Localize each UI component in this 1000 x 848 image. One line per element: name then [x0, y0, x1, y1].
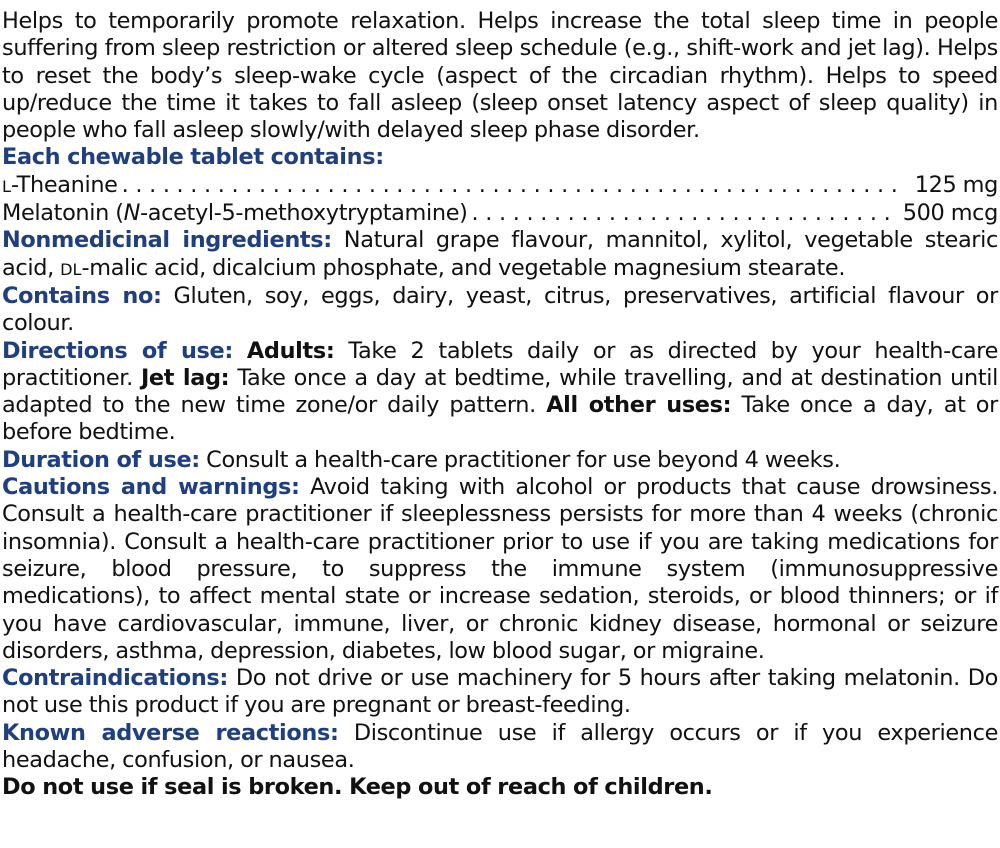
indications-text: Helps to temporarily promote relaxation. Helps increase the total sleep time in people suffering from sleep restriction or altered sleep schedule (e.g., shift-work and jet lag). Helps to reset the body’s sleep-wake cycle (aspect of the circadian rhythm). Helps to speed up/reduce the time it takes to fall asleep (sleep onset latency aspect of sleep quality) in people who fall asleep slowly/with delayed sleep phase disorder. [2, 8, 998, 144]
directions-paragraph: Directions of use: Adults: Take 2 tablets daily or as directed by your health-care practitioner. Jet lag: Take once a day at bedtime, while travelling, and at destination until adapted to the new time zone/or daily pattern. All other uses: Take once a day, at or before bedtime. [2, 337, 998, 446]
ingredient-amount: 500 mcg [902, 200, 998, 227]
nonmedicinal-heading: Nonmedicinal ingredients: [2, 227, 332, 254]
duration-heading: Duration of use: [2, 446, 200, 473]
leader-dots [122, 172, 903, 199]
adverse-reactions-heading: Known adverse reactions: [2, 719, 339, 746]
ingredient-name: L-Theanine [2, 171, 118, 198]
contains-no-paragraph: Contains no: Gluten, soy, eggs, dairy, yeast, citrus, preservatives, artificial flavour or colour. [2, 282, 999, 337]
directions-heading: Directions of use: [2, 337, 233, 364]
indications-paragraph [2, 8, 998, 144]
jet-lag-label: Jet lag: [140, 364, 230, 391]
medicinal-ingredients-section [2, 144, 998, 227]
small-caps-prefix: L [2, 176, 11, 196]
small-caps-prefix: DL [60, 259, 82, 279]
leader-dots [472, 200, 891, 227]
ingredient-name: Melatonin (N-acetyl-5-methoxytryptamine) [2, 200, 468, 227]
contraindications-heading: Contraindications: [2, 665, 228, 692]
cautions-paragraph: Cautions and warnings: Avoid taking with alcohol or products that cause drowsiness. Consult a health-care practitioner if sleeplessness persists for more than 4 weeks (chronic insomnia). Consult a health-care practitioner prior to use if you are taking medications for seizure, blood pressure, to suppress the immune system (immunosuppressive medications), to affect mental state or increase sedation, steroids, or blood thinners; or if you have cardiovascular, immune, liver, or chronic kidney disease, hormonal or seizure disorders, asthma, depression, diabetes, low blood sugar, or migraine. [2, 474, 998, 664]
adults-label: Adults: [246, 337, 335, 364]
ingredient-row-theanine [2, 172, 998, 200]
contains-no-heading: Contains no: [2, 282, 162, 309]
contraindications-paragraph: Contraindications: Do not drive or use machinery for 5 hours after taking melatonin. Do not use this product if you are pregnant or breast-feeding. [2, 665, 998, 719]
adverse-reactions-paragraph: Known adverse reactions: Discontinue use if allergy occurs or if you experience headache, confusion, or nausea. [2, 719, 998, 774]
ingredient-amount: 125 mg [914, 171, 998, 198]
cautions-heading: Cautions and warnings: [2, 474, 300, 501]
nonmedicinal-paragraph: Nonmedicinal ingredients: Natural grape flavour, mannitol, xylitol, vegetable stearic acid, DL-malic acid, dicalcium phosphate, and vegetable magnesium stearate. [2, 227, 998, 281]
final-warning: Do not use if seal is broken. Keep out of reach of children. [2, 774, 713, 801]
ingredient-row-melatonin [2, 200, 998, 227]
duration-paragraph: Duration of use: Consult a health-care practitioner for use beyond 4 weeks. [2, 446, 841, 473]
medicinal-heading: Each chewable tablet contains: [2, 144, 384, 171]
other-uses-label: All other uses: [546, 392, 732, 419]
